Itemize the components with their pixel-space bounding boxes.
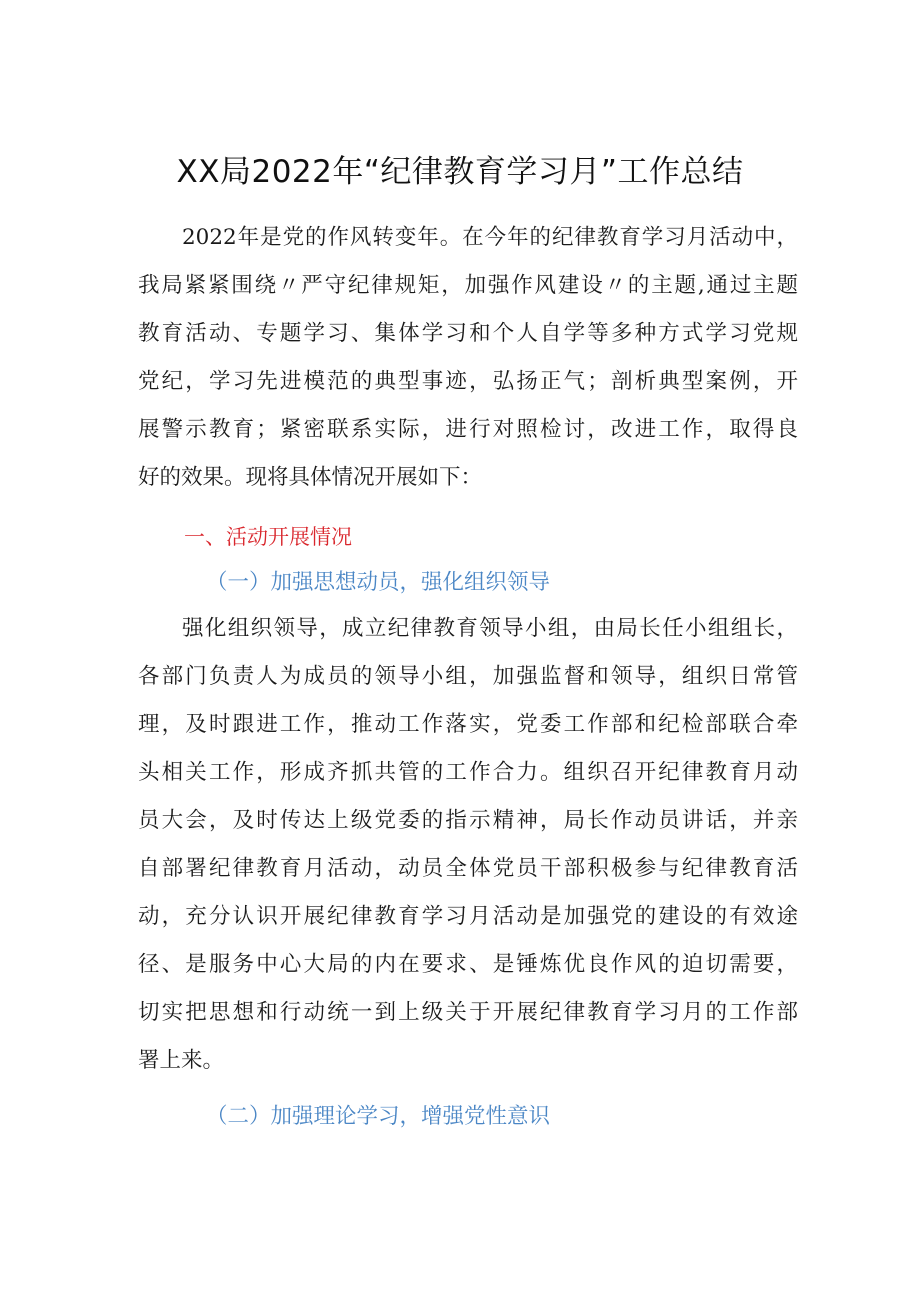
intro-paragraph	[138, 214, 798, 502]
intro-line: 我局紧紧围绕〃严守纪律规矩，加强作风建设〃的主题,通过主题	[138, 273, 798, 298]
body-line: 强化组织领导，成立纪律教育领导小组，由局长任小组组长，	[182, 616, 798, 641]
body-line: 头相关工作，形成齐抓共管的工作合力。组织召开纪律教育月动	[138, 760, 798, 785]
subsection-heading-mobilization: （一）加强思想动员，强化组织领导	[206, 570, 551, 595]
body-line: 理，及时跟进工作，推动工作落实，党委工作部和纪检部联合牵	[138, 712, 798, 737]
intro-line: 2022年是党的作风转变年。在今年的纪律教育学习月活动中，	[182, 225, 798, 250]
section-heading-activities: 一、活动开展情况	[184, 525, 352, 549]
body-line: 动，充分认识开展纪律教育学习月活动是加强党的建设的有效途	[138, 904, 798, 929]
subsection-heading-theory-study: （二）加强理论学习，增强党性意识	[206, 1104, 551, 1129]
intro-line: 教育活动、专题学习、集体学习和个人自学等多种方式学习党规	[138, 321, 798, 346]
intro-line: 展警示教育；紧密联系实际，进行对照检讨，改进工作，取得良	[138, 417, 798, 442]
body-line: 自部署纪律教育月活动，动员全体党员干部积极参与纪律教育活	[138, 856, 798, 881]
document-title: XX局2022年“纪律教育学习月”工作总结	[176, 154, 744, 190]
body-line: 员大会，及时传达上级党委的指示精神，局长作动员讲话，并亲	[138, 808, 798, 833]
intro-line: 党纪，学习先进模范的典型事迹，弘扬正气；剖析典型案例，开	[138, 369, 798, 394]
subsection1-paragraph	[138, 605, 798, 1085]
body-line: 径、是服务中心大局的内在要求、是锤炼优良作风的迫切需要，	[138, 952, 798, 977]
body-line: 切实把思想和行动统一到上级关于开展纪律教育学习月的工作部	[138, 1000, 798, 1025]
body-line: 各部门负责人为成员的领导小组，加强监督和领导，组织日常管	[138, 664, 798, 689]
intro-line: 好的效果。现将具体情况开展如下：	[138, 465, 483, 490]
body-line: 署上来。	[138, 1048, 225, 1073]
